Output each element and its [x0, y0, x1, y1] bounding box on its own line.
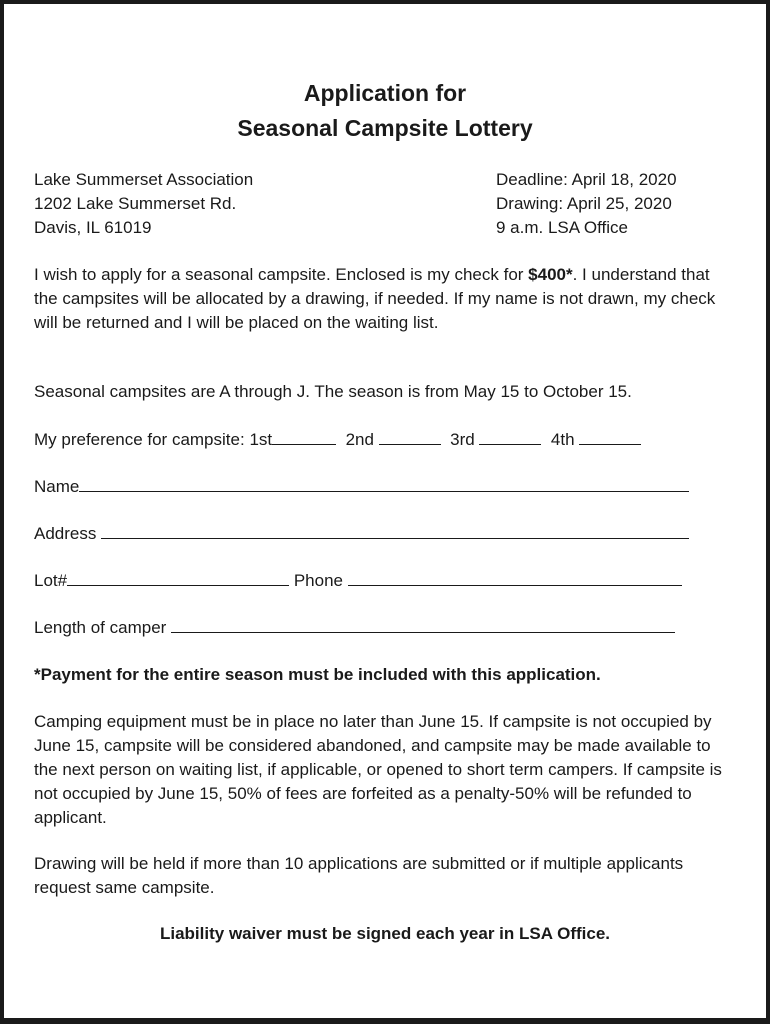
- intro-text-start: I wish to apply for a seasonal campsite. Enclosed is my check for: [34, 265, 529, 284]
- association-city: Davis, IL 61019: [34, 218, 152, 237]
- lottery-schedule: [496, 168, 677, 240]
- waiver-note: Liability waiver must be signed each year in LSA Office.: [159, 924, 610, 943]
- drawing-time-place: 9 a.m. LSA Office: [496, 218, 628, 237]
- preference-row: [34, 428, 641, 452]
- preference-1st-label: 1st: [249, 430, 273, 449]
- association-street: 1202 Lake Summerset Rd.: [34, 194, 237, 213]
- form-title: [4, 76, 766, 146]
- name-field[interactable]: [79, 475, 689, 492]
- lot-field[interactable]: [67, 569, 289, 586]
- preference-4th-field[interactable]: [579, 428, 641, 445]
- title-line-1: Application for: [303, 80, 467, 106]
- lot-phone-row: [34, 569, 682, 593]
- title-line-2: Seasonal Campsite Lottery: [237, 115, 533, 141]
- lot-label: Lot#: [34, 571, 68, 590]
- association-address: [34, 168, 253, 240]
- payment-note: *Payment for the entire season must be included with this application.: [34, 665, 601, 684]
- preference-2nd-field[interactable]: [379, 428, 441, 445]
- preference-1st-field[interactable]: [272, 428, 336, 445]
- address-label: Address: [34, 524, 97, 543]
- drawing-date-text: Drawing: April 25, 2020: [496, 194, 672, 213]
- deadline-text: Deadline: April 18, 2020: [496, 170, 677, 189]
- drawing-paragraph: Drawing will be held if more than 10 applications are submitted or if multiple applicants request same campsite.: [34, 854, 684, 897]
- preference-3rd-field[interactable]: [479, 428, 541, 445]
- preference-label: My preference for campsite:: [34, 430, 245, 449]
- intro-text-end: . I understand that the campsites will be allocated by a drawing, if needed. If my name is not drawn, my check will be returned and I will be placed on the waiting list.: [34, 265, 716, 332]
- camper-length-row: [34, 616, 675, 640]
- preference-4th-label: 4th: [550, 430, 575, 449]
- season-paragraph: Seasonal campsites are A through J. The season is from May 15 to October 15.: [34, 382, 632, 401]
- preference-2nd-label: 2nd: [345, 430, 374, 449]
- address-field[interactable]: [101, 522, 689, 539]
- phone-label: Phone: [293, 571, 343, 590]
- name-label: Name: [34, 477, 80, 496]
- camper-length-label: Length of camper: [34, 618, 167, 637]
- phone-field[interactable]: [348, 569, 682, 586]
- name-row: [34, 475, 689, 499]
- association-name: Lake Summerset Association: [34, 170, 254, 189]
- preference-3rd-label: 3rd: [450, 430, 475, 449]
- check-amount: $400*: [528, 265, 573, 284]
- intro-paragraph: [34, 263, 734, 335]
- address-row: [34, 522, 689, 546]
- camper-length-field[interactable]: [171, 616, 675, 633]
- equipment-paragraph: Camping equipment must be in place no later than June 15. If campsite is not occupied by June 15, campsite will be considered abandoned, and campsite may be made available to the next person on waiting list, if applicable, or opened to short term campers. If campsite is not occupied by June 15, 50% of fees are forfeited as a penalty-50% will be refunded to applicant.: [34, 712, 722, 827]
